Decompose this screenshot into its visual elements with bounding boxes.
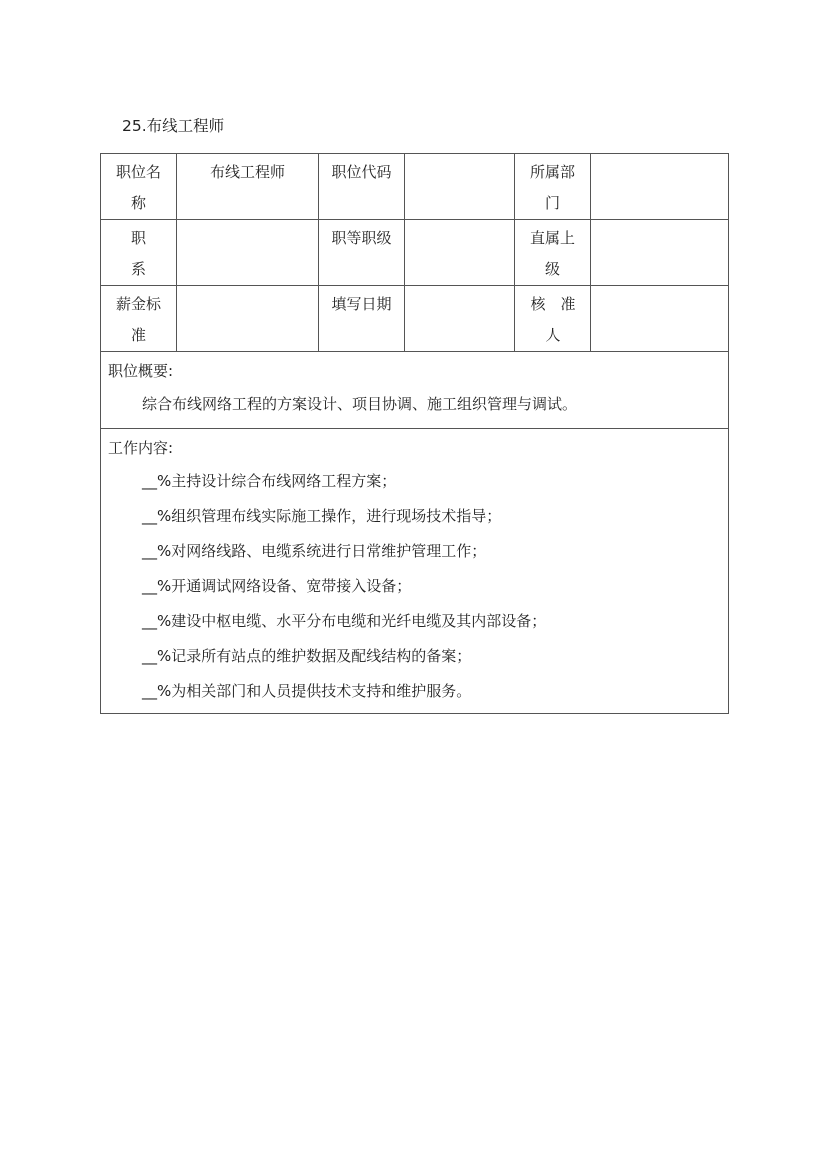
field-label: 职位代码 xyxy=(331,163,392,181)
field-value xyxy=(177,220,319,286)
duties-section xyxy=(101,429,729,714)
duties-heading: 工作内容: xyxy=(108,439,174,457)
field-label: 所属部门 xyxy=(529,163,575,212)
field-label: 直属上级 xyxy=(529,229,575,278)
duty-item: __%记录所有站点的维护数据及配线结构的备案； xyxy=(142,647,472,665)
summary-heading: 职位概要: xyxy=(108,362,174,380)
field-label: 核准人 xyxy=(530,295,591,344)
duty-item: __%主持设计综合布线网络工程方案； xyxy=(142,472,397,490)
field-value xyxy=(177,286,319,352)
field-label-cell xyxy=(319,220,405,286)
table-row xyxy=(101,286,729,352)
duty-item: __%对网络线路、电缆系统进行日常维护管理工作； xyxy=(142,542,487,560)
field-value xyxy=(405,154,515,220)
summary-section xyxy=(101,352,729,429)
field-value xyxy=(591,286,729,352)
job-description-table xyxy=(100,153,729,714)
duty-item: __%开通调试网络设备、宽带接入设备； xyxy=(142,577,412,595)
field-value xyxy=(591,154,729,220)
field-label: 职位名称 xyxy=(115,163,161,212)
field-label-cell xyxy=(515,220,591,286)
document-title: 25.布线工程师 xyxy=(122,117,225,135)
duty-item: __%组织管理布线实际施工操作，进行现场技术指导； xyxy=(142,507,502,525)
duty-item: __%为相关部门和人员提供技术支持和维护服务。 xyxy=(142,682,472,700)
field-label-cell xyxy=(319,286,405,352)
field-label: 填写日期 xyxy=(331,295,392,313)
field-value xyxy=(405,286,515,352)
field-value xyxy=(591,220,729,286)
field-value xyxy=(405,220,515,286)
field-label-cell xyxy=(101,286,177,352)
field-label-cell xyxy=(319,154,405,220)
table-row xyxy=(101,220,729,286)
summary-text: 综合布线网络工程的方案设计、项目协调、施工组织管理与调试。 xyxy=(142,395,578,413)
field-label: 职等职级 xyxy=(331,229,392,247)
field-label-cell xyxy=(101,220,177,286)
field-label-cell xyxy=(515,286,591,352)
field-value: 布线工程师 xyxy=(177,154,319,220)
field-label-cell xyxy=(515,154,591,220)
table-row xyxy=(101,154,729,220)
duty-item: __%建设中枢电缆、水平分布电缆和光纤电缆及其内部设备； xyxy=(142,612,547,630)
field-label: 职系 xyxy=(130,229,146,278)
field-label: 薪金标准 xyxy=(115,295,161,344)
field-label-cell xyxy=(101,154,177,220)
